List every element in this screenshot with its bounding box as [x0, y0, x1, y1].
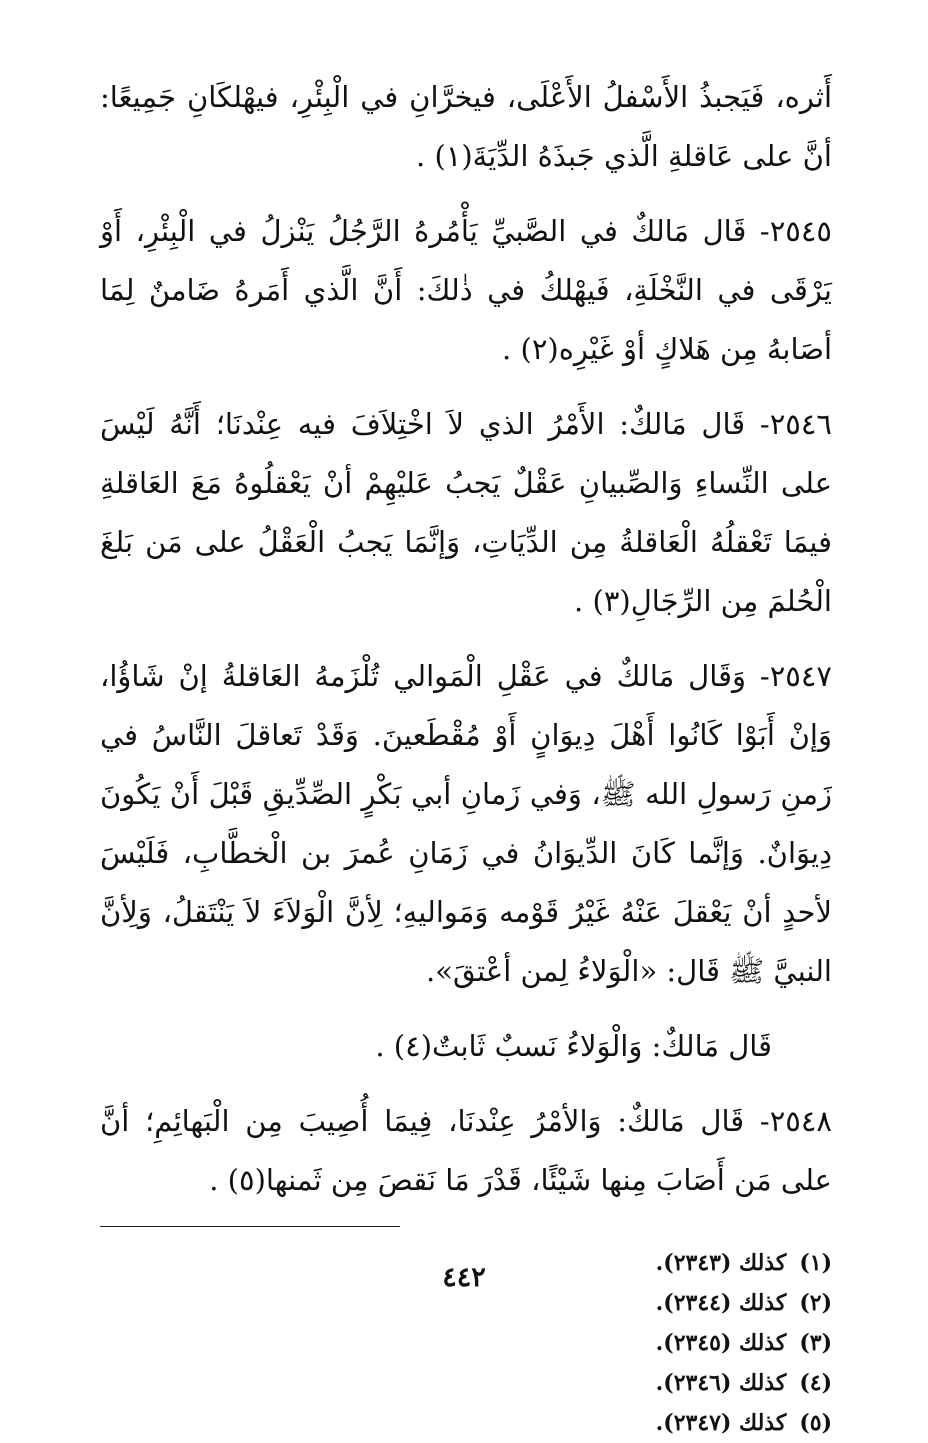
paragraph-2548: ٢٥٤٨- قَال مَالكٌ: وَالأمْرُ عِنْدنَا، فِيمَا أُصِيبَ مِن الْبَهائِمِ؛ أنَّ على مَن أَصَابَ مِنها شَيْئًا، قَدْرَ مَا نَقصَ مِن ثَمنها(٥) . [100, 1104, 832, 1197]
paragraph-wala: قَال مَالكٌ: وَالْوَلاءُ نَسبٌ ثَابتٌ(٤) . [375, 1029, 772, 1063]
footnote-item [100, 1323, 832, 1363]
footnote-text: كذلك (٢٣٤٦). [655, 1370, 787, 1396]
footnote-number: (١) [799, 1250, 832, 1276]
footnote-text: كذلك (٢٣٤٤). [655, 1290, 787, 1316]
paragraph-continuation: أَثره، فَيَجبذُ الأَسْفلُ الأَعْلَى، فيخرَّانِ في الْبِئْرِ، فيهْلكَانِ جَمِيعًا: أنَّ على عَاقلةِ الَّذي جَبذَهُ الدِّيَةَ(١) . [100, 80, 832, 173]
paragraph-2547: ٢٥٤٧- وَقَال مَالكٌ في عَقْلِ الْمَوالي تُلْزَمهُ العَاقلةُ إنْ شَاؤُا، وَإنْ أَبَوْا كَانُوا أَهْلَ دِيوَانٍ أَوْ مُقْطَعينَ. وَقَدْ تَعاقلَ النَّاسُ في زَمنِ رَسولِ الله ﷺ، وَفي زَمانِ أبي بَكْرٍ الصِّدِّيقِ قَبْلَ أَنْ يَكُونَ دِيوَانٌ. وَإنَّما كَانَ الدِّيوَانُ في زَمَانِ عُمرَ بن الْخطَّابِ، فَلَيْسَ لأحدٍ أنْ يَعْقلَ عَنْهُ غَيْرُ قَوْمه وَمَواليهِ؛ لِأنَّ الْوَلاَءَ لاَ يَنْتَقلُ، وَلِأنَّ النبيَّ ﷺ قَال: «الْوَلاءُ لِمن أعْتقَ». [100, 659, 832, 988]
footnote-number: (٣) [799, 1330, 832, 1356]
footnote-text: كذلك (٢٣٤٥). [655, 1330, 787, 1356]
page-number: ٤٤٢ [442, 1262, 486, 1293]
footnote-number: (٢) [799, 1290, 832, 1316]
footnote-text: كذلك (٢٣٤٧). [655, 1410, 787, 1436]
footnote-item [100, 1363, 832, 1403]
footnote-number: (٥) [799, 1410, 832, 1436]
footnote-item [100, 1403, 832, 1443]
footnote-number: (٤) [799, 1370, 832, 1396]
paragraph-2546: ٢٥٤٦- قَال مَالكٌ: الأَمْرُ الذي لاَ اخْتِلاَفَ فيه عِنْدنَا؛ أَنَّهُ لَيْسَ على النِّساءِ وَالصِّبيانِ عَقْلٌ يَجبُ عَليْهِمْ أنْ يَعْقلُوهُ مَعَ العَاقلةِ فيمَا تَعْقلُهُ الْعَاقلةُ مِن الدِّيَاتِ، وَإنَّمَا يَجبُ الْعَقْلُ على مَن بَلغَ الْحُلمَ مِن الرِّجَالِ(٣) . [100, 407, 833, 618]
footnote-text: كذلك (٢٣٤٣). [655, 1250, 787, 1276]
footnote-divider [100, 1226, 400, 1227]
paragraph-2545: ٢٥٤٥- قَال مَالكٌ في الصَّبيِّ يَأْمُرهُ الرَّجُلُ يَنْزلُ في الْبِئْرِ، أَوْ يَرْقَى في النَّخْلَةِ، فَيهْلكُ في ذٰلكَ: أَنَّ الَّذي أَمَرهُ ضَامنٌ لِمَا أصَابهُ مِن هَلاكٍ أوْ غَيْرِه(٢) . [100, 214, 832, 366]
main-text [100, 68, 832, 1210]
